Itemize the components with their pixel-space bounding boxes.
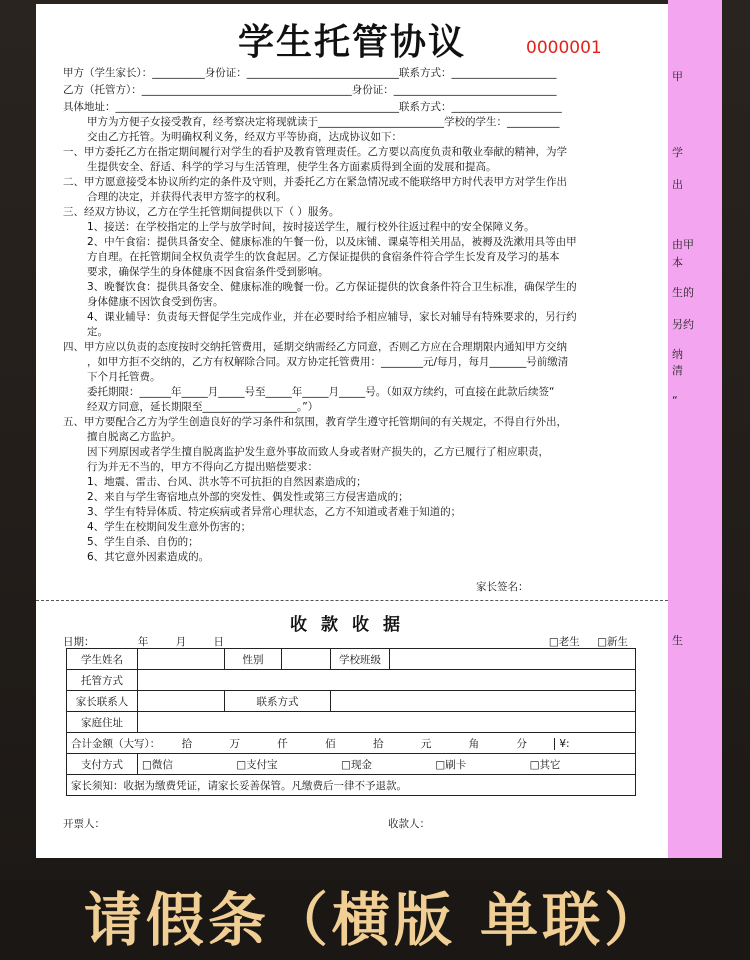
clause-line: 5、学生自杀、自伤的； [87,536,199,548]
total-label: 合计金额（大写）： [71,737,161,750]
party-a-line: 甲方（学生家长）：__________身份证：_____________________________联系方式：____________________ [63,67,557,79]
clause-line: 1、地震、雷击、台风、洪水等不可抗拒的自然因素造成的； [87,476,367,488]
pay-card-checkbox[interactable]: □刷卡 [435,758,467,771]
contact-field[interactable] [331,691,636,712]
issuer-label: 开票人： [63,818,105,830]
class-field[interactable] [390,649,636,670]
clause-line: 4、学生在校期间发生意外伤害的； [87,521,252,533]
clause-line: 四、甲方应以负责的态度按时交纳托管费用，延期交纳需经乙方同意，否则乙方应在合理期限内通知甲方交纳 [63,341,567,353]
unit: 拾 [372,737,384,750]
pink-fragment: 由甲 [672,238,694,251]
clause-line: 委托期限：______年_____月_____号至_____年_____月_____号。（如双方续约，可直接在此款后续签“ [87,386,555,398]
pink-fragment: 纳 [672,348,683,361]
pink-fragment: 出 [672,178,683,191]
contact-person-field[interactable] [138,691,225,712]
class-label: 学校班级 [331,649,390,670]
receipt-table [66,648,636,796]
clause-line: 生提供安全、舒适、科学的学习与生活管理，使学生各方面素质得到全面的发展和提高。 [87,161,497,173]
pink-copy-sheet [668,0,722,858]
date-year: 年 [137,636,149,648]
pink-fragment: 另约 [672,318,694,331]
unit: 仟 [277,737,288,750]
new-student-checkbox[interactable]: □新生 [597,636,628,648]
care-method-label: 托管方式 [67,670,138,691]
receipt-title: 收款收据 [290,615,414,635]
clause-line: 4、课业辅导：负责每天督促学生完成作业，并在必要时给予相应辅导，家长对辅导有特殊要求的，另行约 [87,311,577,323]
clause-line: 下个月托管费。 [87,371,161,383]
clause-line: 五、甲方要配合乙方为学生创造良好的学习条件和氛围，教育学生遵守托管期间的有关规定，不得自行外出， [63,416,567,428]
receipt-date [63,634,224,649]
agreement-sheet [36,4,668,858]
clause-line: 经双方同意，延长期限至__________________。”） [87,401,319,413]
clause-line: 3、学生有特异体质、特定疾病或者异常心理状态，乙方不知道或者难于知道的； [87,506,462,518]
clause-line: 身体健康不因饮食受到伤害。 [87,296,224,308]
contact-label: 联系方式 [225,691,331,712]
unit: 角 [468,737,480,750]
payment-label: 支付方式 [67,754,138,775]
gender-label: 性别 [225,649,282,670]
clause-line: 定。 [87,326,108,338]
clause-line: 一、甲方委托乙方在指定期间履行对学生的看护及教育管理责任。乙方要以高度负责和敬业奉献的精神，为学 [63,146,567,158]
party-b-line: 乙方（托管方）：________________________________________身份证：_______________________________ [63,84,557,96]
clause-line: 二、甲方愿意接受本协议所约定的条件及守则，并委托乙方在紧急情况或不能联络甲方时代表甲方对学生作出 [63,176,567,188]
address-label: 家庭住址 [67,712,138,733]
parent-notice: 家长须知：收据为缴费凭证，请家长妥善保管。凡缴费后一律不予退款。 [67,775,636,796]
clause-line: 要求，确保学生的身体健康不因食宿条件受到影响。 [87,266,329,278]
care-method-field[interactable] [138,670,636,691]
tear-line [36,600,668,601]
intro-line: 甲方为方便子女接受教育，经考察决定将现就读于________________________学校的学生：__________ [87,116,560,128]
clause-line: 因下列原因或者学生擅自脱离监护发生意外事故而致人身或者财产损失的，乙方已履行了相应职责， [87,446,549,458]
clause-line: 行为并无不当的，甲方不得向乙方提出赔偿要求： [87,461,318,473]
clause-line: 方自理。在托管期间全权负责学生的饮食起居。乙方保证提供的食宿条件符合学生长发育及学习的基本 [87,251,560,263]
total-amount-row [67,733,636,754]
pay-cash-checkbox[interactable]: □现金 [341,758,372,771]
pink-fragment: 生 [672,634,683,647]
payment-options [138,754,636,775]
clause-line: 2、中午食宿：提供具备安全、健康标准的午餐一份，以及床铺、课桌等相关用品，被褥及洗漱用具等由甲 [87,236,577,248]
pink-fragment: 学 [672,146,683,159]
pink-fragment: 甲 [672,70,683,83]
clause-line: 擅自脱离乙方监护。 [87,431,182,443]
intro-line: 交由乙方托管。为明确权利义务，经双方平等协商，达成协议如下： [87,131,402,143]
serial-number: 0000001 [526,38,602,58]
address-field[interactable] [138,712,636,733]
clause-line: 2、来自与学生寄宿地点外部的突发性、偶发性或第三方侵害造成的； [87,491,409,503]
date-label: 日期： [63,636,95,648]
yen-symbol: ¥: [554,738,569,750]
unit: 佰 [325,737,336,750]
pink-fragment: 生的 [672,286,694,299]
clauses [63,145,663,565]
date-month: 月 [175,636,187,648]
student-name-label: 学生姓名 [67,649,138,670]
gender-field[interactable] [282,649,331,670]
address-line: 具体地址：______________________________________________________联系方式：_____________________ [63,101,562,113]
clause-line: 合理的决定，并获得代表甲方签字的权利。 [87,191,287,203]
pink-fragment: 本 [672,256,683,269]
unit: 拾 [181,737,193,750]
unit: 分 [516,737,527,750]
clause-line: 6、其它意外因素造成的。 [87,551,210,563]
clause-line: 3、晚餐饮食：提供具备安全、健康标准的晚餐一份。乙方保证提供的饮食条件符合卫生标准，确保学生的 [87,281,577,293]
unit: 万 [229,737,240,750]
pay-alipay-checkbox[interactable]: □支付宝 [236,758,278,771]
clause-line: 三、经双方协议，乙方在学生托管期间提供以下（ ）服务。 [63,206,340,218]
contact-person-label: 家长联系人 [67,691,138,712]
pay-wechat-checkbox[interactable]: □微信 [142,758,173,771]
pink-fragment: “ [672,394,678,407]
old-student-checkbox[interactable]: □老生 [548,636,580,648]
student-name-field[interactable] [138,649,225,670]
pay-other-checkbox[interactable]: □其它 [529,758,561,771]
intro [87,115,560,145]
pink-fragment: 清 [672,364,683,377]
parent-signature: 家长签名： [476,581,529,593]
receiver-label: 收款人： [388,818,430,830]
product-banner: 请假条（横版 单联） [83,886,667,954]
student-type [549,634,628,649]
clause-line: ，如甲方拒不交纳的，乙方有权解除合同。双方协定托管费用：________元/每月，每月_______号前缴清 [87,356,569,368]
date-day: 日 [213,636,225,648]
clause-line: 1、接送：在学校指定的上学与放学时间，按时接送学生，履行校外往返过程中的安全保障义务。 [87,221,535,233]
document-title: 学生托管协议 [237,21,466,63]
unit: 元 [420,737,432,750]
